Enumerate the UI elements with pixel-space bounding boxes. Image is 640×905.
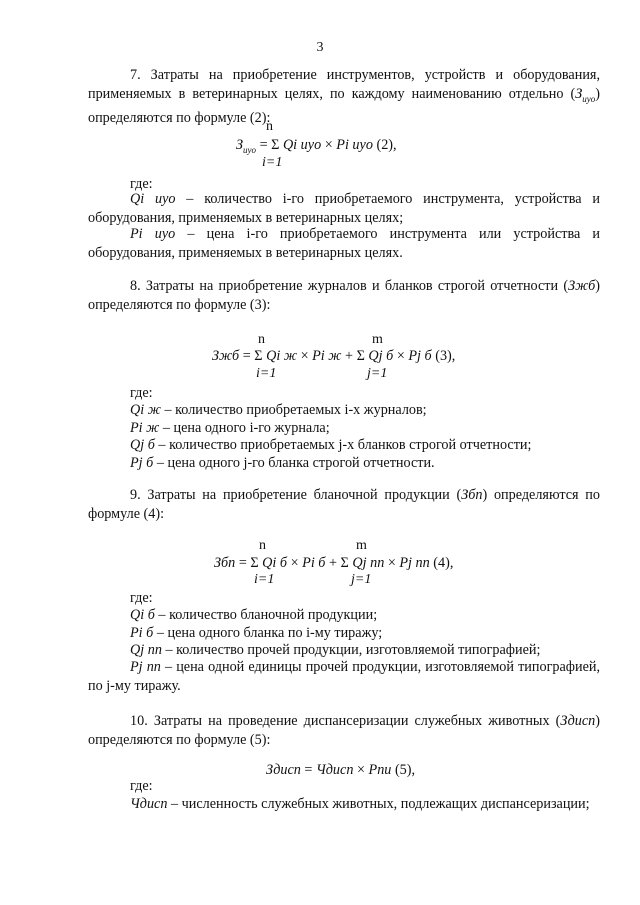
definition-9-1: Qi б – количество бланочной продукции; [130, 607, 378, 623]
formula-2: $З_{иуо} = \Sigma$ Qi иуо × Pi иуо (2), [236, 137, 397, 155]
paragraph-9: 9. Затраты на приобретение бланочной продукции (Збп) определяются по формуле (4): [88, 487, 600, 522]
formula-2-upper: n [266, 119, 273, 134]
formula-3: Зжб = Σ Qi ж × Pi ж + Σ Qj б × Pj б (3), [212, 348, 456, 364]
where-label-9: где: [130, 590, 153, 606]
formula-4-lower-j: j=1 [351, 572, 372, 587]
where-label-7: где: [130, 176, 153, 192]
symbol-zbp: Збп [461, 487, 483, 503]
paragraph-7 [88, 66, 600, 128]
formula-2-lower: i=1 [262, 155, 283, 170]
formula-4-lower-i: i=1 [254, 572, 275, 587]
formula-4: Збп = Σ Qi б × Pi б + Σ Qj пп × Pj пп (4), [214, 555, 454, 571]
definition-8-4: Pj б – цена одного j-го бланка строгой отчетности. [130, 455, 435, 471]
page-number: 3 [316, 40, 324, 55]
paragraph-7-text-end: ) определяются по формуле (2): [88, 86, 600, 126]
definition-8-3: Qj б – количество приобретаемых j-х бланков строгой отчетности; [130, 437, 532, 453]
definition-9-3: Qj пп – количество прочей продукции, изготовляемой типографией; [130, 642, 541, 658]
symbol-zjb: Зжб [568, 278, 596, 294]
paragraph-7-text: 7. Затраты на приобретение инструментов, устройств и оборудования, применяемых в ветеринарных целях, по каждому наименованию отдельно ( [88, 67, 600, 102]
definition-8-1: Qi ж – количество приобретаемых i-х журналов; [130, 402, 427, 418]
formula-5: Здисп = Чдисп × Рпи (5), [266, 762, 416, 778]
where-label-10: где: [130, 778, 153, 794]
definition-8-2: Pi ж – цена одного i-го журнала; [130, 420, 330, 436]
paragraph-8: 8. Затраты на приобретение журналов и бланков строгой отчетности (Зжб) определяются по формуле (3): [88, 278, 600, 313]
paragraph-10: 10. Затраты на проведение диспансеризации служебных животных (Здисп) определяются по формуле (5): [88, 713, 600, 748]
definition-9-4: Pj пп – цена одной единицы прочей продукции, изготовляемой типографией, по j-му тиражу. [88, 659, 601, 694]
formula-3-upper-n: n [258, 332, 265, 347]
definition-9-2: Pi б – цена одного бланка по i-му тиражу; [130, 625, 383, 641]
formula-3-lower-i: i=1 [256, 366, 277, 381]
definition-10-1: Чдисп – численность служебных животных, подлежащих диспансеризации; [130, 796, 590, 812]
definition-7-2: Pi иуо – цена i-го приобретаемого инструмента или устройства и оборудования, применяемых в ветеринарных целях. [88, 226, 601, 261]
formula-4-upper-m: m [356, 538, 367, 553]
symbol-zdisp: Здисп [560, 713, 596, 729]
formula-3-lower-j: j=1 [367, 366, 388, 381]
symbol-z-iuo: $З_{иуо}$ [575, 86, 596, 104]
formula-4-upper-n: n [259, 538, 266, 553]
formula-3-upper-m: m [372, 332, 383, 347]
where-label-8: где: [130, 385, 153, 401]
definition-7-1: Qi иуо – количество i-го приобретаемого инструмента, устройства и оборудования, применяемых в ветеринарных целях; [88, 191, 600, 226]
